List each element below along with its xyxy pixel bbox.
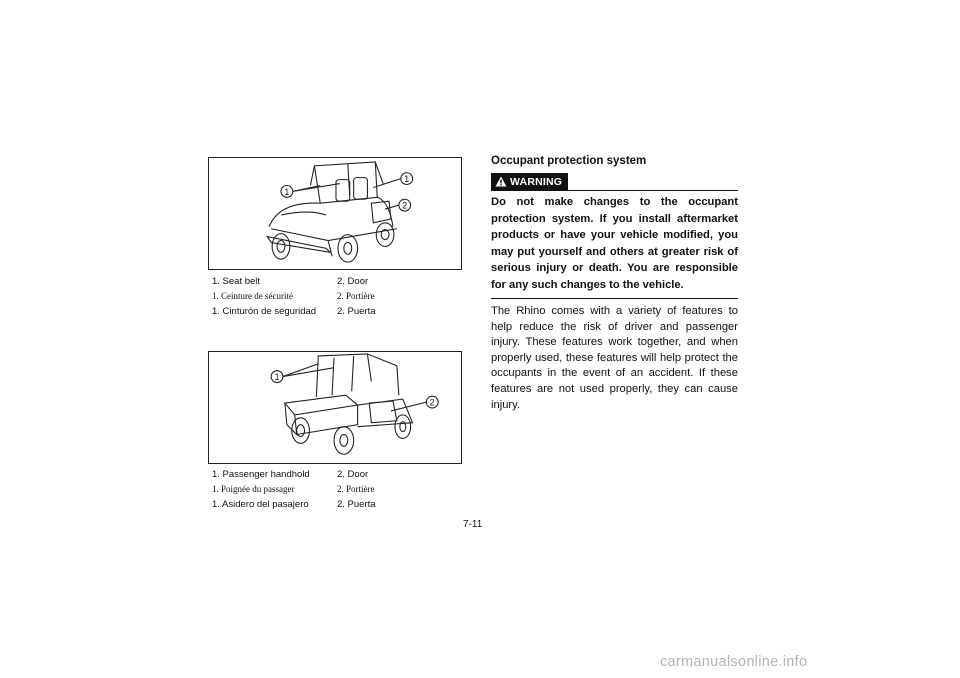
caption-row-en: [212, 274, 462, 289]
figure-front-view: [208, 157, 462, 270]
caption-row-es: [212, 497, 462, 512]
caption-item: 1. Ceinture de sécurité: [212, 291, 293, 301]
warning-triangle-icon: [495, 176, 507, 187]
caption-row-fr: [212, 482, 462, 497]
vehicle-front-illustration: [209, 158, 461, 269]
callout-2: 2: [429, 397, 435, 408]
caption-item: 2. Portière: [337, 484, 375, 494]
caption-row-fr: [212, 289, 462, 304]
caption-item: 1. Poignée du passager: [212, 484, 295, 494]
section-title: Occupant protection system: [491, 155, 647, 167]
caption-item: 1. Asidero del pasajero: [212, 499, 309, 510]
figure1-caption: [212, 274, 462, 319]
caption-item: 1. Passenger handhold: [212, 469, 310, 480]
caption-item: 1. Seat belt: [212, 276, 261, 287]
callout-1a: 1: [284, 186, 290, 197]
page-number: 7-11: [463, 519, 483, 530]
caption-item: 2. Puerta: [337, 499, 376, 510]
callout-1: 1: [274, 371, 280, 382]
caption-item: 2. Puerta: [337, 306, 376, 317]
warning-text: Do not make changes to the occupant protection system. If you install aftermarket products or have your vehicle modified, you may put yourself and others at greater risk of serious injury or death. You are responsible for any such changes to the vehicle.: [491, 194, 738, 299]
caption-item: 2. Portière: [337, 291, 375, 301]
caption-row-en: [212, 467, 462, 482]
warning-badge: [491, 173, 568, 190]
figure-rear-view: [208, 351, 462, 464]
warning-label: WARNING: [510, 175, 563, 188]
caption-item: 2. Door: [337, 469, 369, 480]
watermark: carmanualsonline.info: [660, 654, 808, 670]
caption-item: 2. Door: [337, 276, 369, 287]
caption-row-es: [212, 304, 462, 319]
figure2-caption: [212, 467, 462, 512]
caption-item: 1. Cinturón de seguridad: [212, 306, 317, 317]
callout-1b: 1: [404, 174, 410, 185]
body-paragraph: The Rhino comes with a variety of features to help reduce the risk of driver and passenger injury. These features work together, and when properly used, these features will help protect the occupants in the event of an accident. If these features are not used properly, they can cause injury.: [491, 305, 738, 411]
occupant-protection-section: [491, 155, 738, 413]
callout-2: 2: [402, 200, 408, 211]
warning-header: [491, 173, 738, 191]
vehicle-rear-illustration: [209, 352, 461, 463]
